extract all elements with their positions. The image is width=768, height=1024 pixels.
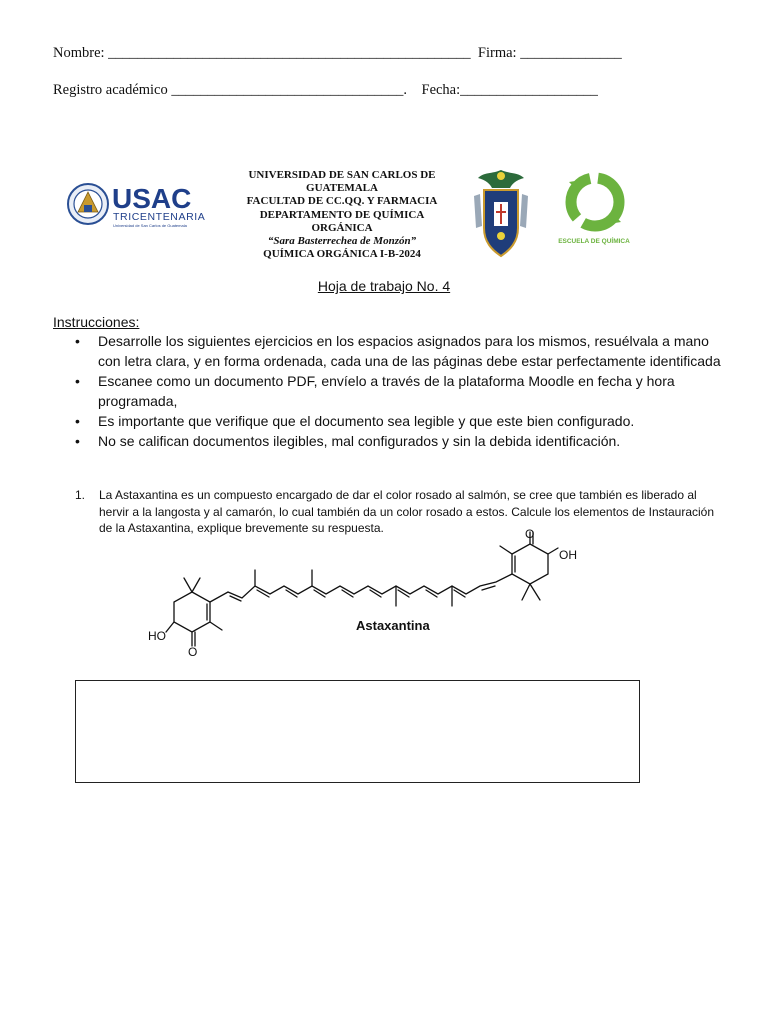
label-o-right: O <box>525 528 535 541</box>
escuela-quimica-label: ESCUELA DE QUÍMICA <box>558 238 630 245</box>
header-line-7: QUÍMICA ORGÁNICA I-B-2024 <box>263 248 421 261</box>
faculty-crest-icon <box>470 166 532 262</box>
instruction-item: • Escanee como un documento PDF, envíelo a través de la plataforma Moodle en fecha y hora programada, <box>75 373 675 409</box>
fecha-label: Fecha: <box>421 82 461 98</box>
molecule-name: Astaxantina <box>356 618 430 633</box>
bullet: • <box>75 413 80 429</box>
label-o-left: O <box>188 645 198 659</box>
worksheet-title <box>0 278 768 294</box>
instruction-item: • Es importante que verifique que el documento sea legible y que este bien configurado. <box>75 413 635 429</box>
question-text: La Astaxantina es un compuesto encargado de dar el color rosado al salmón, se cree que también es liberado al hervir a la langosta y al camarón, lo cual también da un color rosado a estos. Calcule los elementos de Instauración de la Astaxantina, explique brevemente su respuesta. <box>99 488 715 535</box>
instruction-item: • No se califican documentos ilegibles, mal configurados y sin la debida identificación. <box>75 433 621 449</box>
firma-blank: ______________ <box>520 45 622 61</box>
fecha-blank: ___________________ <box>460 82 598 98</box>
answer-box[interactable] <box>75 680 640 783</box>
instruction-item: • Desarrolle los siguientes ejercicios en los espacios asignados para los mismos, resuélvala a mano con letra clara, y en forma ordenada, cada una de las páginas debe estar perfectamente identificada <box>75 333 721 369</box>
header-line-5: ORGÁNICA <box>311 221 373 234</box>
header-line-6: “Sara Basterrechea de Monzón” <box>267 235 417 248</box>
bullet: • <box>75 373 80 389</box>
institution-header <box>232 169 452 261</box>
label-ho: HO <box>148 629 166 643</box>
label-oh: OH <box>559 548 577 562</box>
usac-logo <box>66 178 208 232</box>
header-line-2: GUATEMALA <box>306 182 378 195</box>
registro-label: Registro académico <box>53 82 168 98</box>
registro-line <box>53 82 598 99</box>
worksheet-title-text: Hoja de trabajo No. 4 <box>317 278 451 294</box>
header-line-4: DEPARTAMENTO DE QUÍMICA <box>259 208 425 221</box>
header-line-1: UNIVERSIDAD DE SAN CARLOS DE <box>248 169 436 181</box>
nombre-line <box>53 45 622 62</box>
instructions-title: Instrucciones: <box>53 314 140 330</box>
bullet: • <box>75 333 80 349</box>
registro-blank: ________________________________. <box>171 82 407 98</box>
question-number: 1. <box>75 488 86 502</box>
bullet: • <box>75 433 80 449</box>
nombre-label: Nombre: <box>53 45 105 61</box>
usac-logo-sub: TRICENTENARIA <box>113 211 206 223</box>
firma-label: Firma: <box>477 45 517 61</box>
usac-logo-small: Universidad de San Carlos de Guatemala <box>113 223 187 228</box>
astaxanthin-structure <box>140 528 600 668</box>
nombre-blank: __________________________________________________ <box>108 45 471 61</box>
instructions-list <box>75 331 725 451</box>
usac-logo-text: USAC <box>112 183 192 214</box>
header-line-3: FACULTAD DE CC.QQ. Y FARMACIA <box>246 195 438 208</box>
